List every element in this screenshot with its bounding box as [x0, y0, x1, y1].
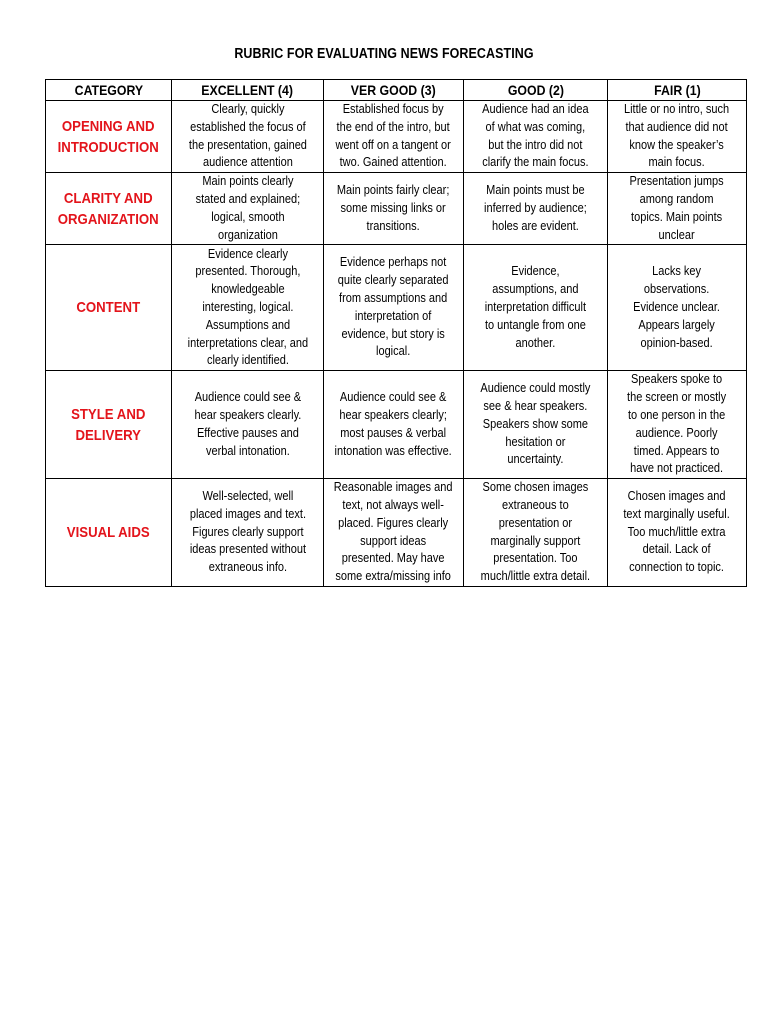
good-cell: [464, 245, 608, 371]
category-label: STYLE AND DELIVERY: [71, 405, 146, 444]
fair-cell: [608, 479, 747, 587]
cell-text: Audience had an idea of what was coming, but the intro did not clarify the main focus.: [482, 102, 589, 170]
cell-text: Little or no intro, such that audience did not know the speaker’s main focus.: [624, 102, 730, 170]
cell-text: Well-selected, well placed images and text. Figures clearly support ideas presented without extraneous info.: [189, 489, 306, 575]
fair-cell: [608, 245, 747, 371]
rubric-table: [45, 79, 747, 587]
cell-text: Lacks key observations. Evidence unclear. Appears largely opinion-based.: [633, 264, 721, 350]
header-fair: [608, 80, 747, 101]
header-row: [46, 80, 747, 101]
category-cell: [46, 101, 172, 173]
category-cell: [46, 479, 172, 587]
header-good-label: GOOD (2): [507, 82, 564, 98]
cell-text: Main points fairly clear; some missing links or transitions.: [337, 183, 450, 233]
very-good-cell: [324, 245, 464, 371]
table-row-visual-aids: [46, 479, 747, 587]
fair-cell: [608, 101, 747, 173]
very-good-cell: [324, 101, 464, 173]
cell-text: Evidence, assumptions, and interpretation difficult to untangle from one another.: [484, 264, 587, 350]
excellent-cell: [172, 245, 324, 371]
cell-text: Audience could see & hear speakers clearly. Effective pauses and verbal intonation.: [194, 390, 301, 458]
category-cell: [46, 371, 172, 479]
header-fair-label: FAIR (1): [653, 82, 701, 98]
cell-text: Reasonable images and text, not always well- placed. Figures clearly support ideas presented. May have some extra/missing info: [334, 480, 453, 584]
header-very-good-label: VER GOOD (3): [351, 82, 436, 98]
good-cell: [464, 173, 608, 245]
very-good-cell: [324, 479, 464, 587]
header-good: [464, 80, 608, 101]
cell-text: Main points clearly stated and explained; logical, smooth organization: [195, 174, 300, 242]
cell-text: Chosen images and text marginally useful. Too much/little extra detail. Lack of connection to topic.: [623, 489, 731, 575]
table-row-clarity-and-organization: [46, 173, 747, 245]
category-label: OPENING AND INTRODUCTION: [57, 117, 160, 156]
cell-text: Speakers spoke to the screen or mostly to one person in the audience. Poorly timed. Appears to have not practiced.: [627, 372, 727, 476]
header-very-good: [324, 80, 464, 101]
good-cell: [464, 371, 608, 479]
header-excellent: [172, 80, 324, 101]
table-row-style-and-delivery: [46, 371, 747, 479]
excellent-cell: [172, 479, 324, 587]
document-title: RUBRIC FOR EVALUATING NEWS FORECASTING: [234, 46, 534, 62]
category-label: CONTENT: [76, 299, 141, 317]
cell-text: Evidence perhaps not quite clearly separated from assumptions and interpretation of evidence, but story is logical.: [338, 255, 449, 359]
excellent-cell: [172, 101, 324, 173]
cell-text: Audience could mostly see & hear speakers. Speakers show some hesitation or uncertainty.: [480, 381, 591, 467]
header-category: [46, 80, 172, 101]
cell-text: Clearly, quickly established the focus of the presentation, gained audience attention: [188, 102, 307, 170]
cell-text: Evidence clearly presented. Thorough, knowledgeable interesting, logical. Assumptions and interpretations clear, and clearly identified.: [187, 246, 308, 368]
category-cell: [46, 245, 172, 371]
very-good-cell: [324, 173, 464, 245]
header-category-label: CATEGORY: [74, 82, 143, 98]
excellent-cell: [172, 371, 324, 479]
cell-text: Some chosen images extraneous to presentation or marginally support presentation. Too much/little extra detail.: [480, 480, 591, 584]
category-label: CLARITY AND ORGANIZATION: [58, 189, 159, 228]
category-label: VISUAL AIDS: [67, 524, 150, 542]
fair-cell: [608, 371, 747, 479]
category-cell: [46, 173, 172, 245]
header-excellent-label: EXCELLENT (4): [201, 82, 294, 98]
cell-text: Main points must be inferred by audience; holes are evident.: [484, 183, 587, 233]
table-row-opening-and-introduction: [46, 101, 747, 173]
cell-text: Audience could see & hear speakers clearly; most pauses & verbal intonation was effective.: [334, 390, 453, 458]
good-cell: [464, 479, 608, 587]
cell-text: Presentation jumps among random topics. Main points unclear: [629, 174, 725, 242]
excellent-cell: [172, 173, 324, 245]
cell-text: Established focus by the end of the intro, but went off on a tangent or two. Gained attention.: [335, 102, 452, 170]
good-cell: [464, 101, 608, 173]
very-good-cell: [324, 371, 464, 479]
fair-cell: [608, 173, 747, 245]
table-row-content: [46, 245, 747, 371]
